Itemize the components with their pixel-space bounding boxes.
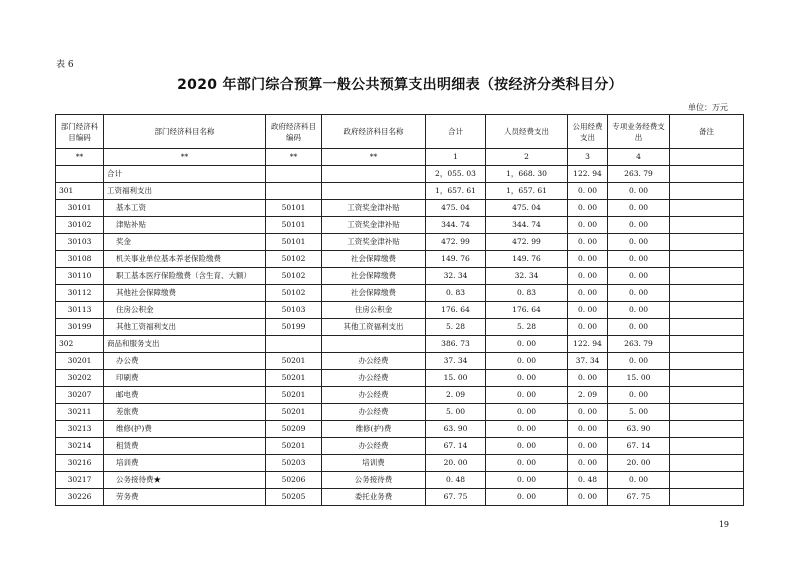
remark-cell	[670, 302, 744, 319]
total-cell: 32. 34	[426, 268, 486, 285]
total-cell: 67. 75	[426, 489, 486, 506]
public-cell: 2. 09	[568, 387, 608, 404]
unit-label: 单位：万元	[688, 103, 728, 112]
remark-cell	[670, 336, 744, 353]
public-cell: 37. 34	[568, 353, 608, 370]
personnel-cell: 0. 83	[486, 285, 568, 302]
remark-cell	[670, 421, 744, 438]
public-cell: 0. 00	[568, 285, 608, 302]
column-header: 专项业务经费支出	[608, 115, 670, 149]
public-cell: 0. 00	[568, 319, 608, 336]
gov-name-cell: 公务接待费	[322, 472, 426, 489]
special-cell: 63. 90	[608, 421, 670, 438]
personnel-cell: 0. 00	[486, 353, 568, 370]
column-header: 政府经济科目名称	[322, 115, 426, 149]
remark-cell	[670, 319, 744, 336]
gov-name-cell: 社会保障缴费	[322, 285, 426, 302]
gov-code-cell: 50201	[266, 387, 322, 404]
dept-code-cell: 302	[56, 336, 104, 353]
dept-name-cell: 商品和服务支出	[104, 336, 266, 353]
dept-code-cell: 301	[56, 183, 104, 200]
remark-cell	[670, 370, 744, 387]
public-cell: 0. 00	[568, 370, 608, 387]
table-row	[56, 353, 744, 370]
remark-cell	[670, 489, 744, 506]
table-row	[56, 404, 744, 421]
dept-name-cell: 其他社会保障缴费	[104, 285, 266, 302]
special-cell: 263. 79	[608, 336, 670, 353]
dept-name-cell: 津贴补贴	[104, 217, 266, 234]
table-row	[56, 336, 744, 353]
personnel-cell: 0. 00	[486, 370, 568, 387]
column-index-cell: 1	[426, 149, 486, 166]
public-cell: 0. 00	[568, 234, 608, 251]
total-cell: 386. 73	[426, 336, 486, 353]
gov-name-cell: 办公经费	[322, 387, 426, 404]
public-cell: 0. 00	[568, 421, 608, 438]
public-cell: 122. 94	[568, 166, 608, 183]
public-cell: 122. 94	[568, 336, 608, 353]
gov-name-cell: 培训费	[322, 455, 426, 472]
table-number: 表 6	[56, 60, 74, 70]
remark-cell	[670, 217, 744, 234]
dept-code-cell: 30202	[56, 370, 104, 387]
total-cell: 475. 04	[426, 200, 486, 217]
special-cell: 67. 75	[608, 489, 670, 506]
personnel-cell: 0. 00	[486, 421, 568, 438]
remark-cell	[670, 200, 744, 217]
gov-code-cell: 50201	[266, 404, 322, 421]
column-index-row	[56, 149, 744, 166]
gov-code-cell	[266, 183, 322, 200]
remark-cell	[670, 455, 744, 472]
dept-code-cell: 30113	[56, 302, 104, 319]
public-cell: 0. 00	[568, 217, 608, 234]
gov-code-cell: 50201	[266, 370, 322, 387]
table-row	[56, 234, 744, 251]
dept-name-cell: 维修(护)费	[104, 421, 266, 438]
dept-code-cell: 30226	[56, 489, 104, 506]
table-row	[56, 489, 744, 506]
total-cell: 5. 00	[426, 404, 486, 421]
total-cell: 2，055. 03	[426, 166, 486, 183]
gov-code-cell: 50201	[266, 353, 322, 370]
personnel-cell: 32. 34	[486, 268, 568, 285]
gov-code-cell: 50199	[266, 319, 322, 336]
special-cell: 0. 00	[608, 268, 670, 285]
dept-code-cell: 30102	[56, 217, 104, 234]
public-cell: 0. 00	[568, 268, 608, 285]
special-cell: 0. 00	[608, 251, 670, 268]
total-cell: 344. 74	[426, 217, 486, 234]
table-row	[56, 200, 744, 217]
column-index-cell: **	[104, 149, 266, 166]
personnel-cell: 0. 00	[486, 489, 568, 506]
public-cell: 0. 48	[568, 472, 608, 489]
dept-name-cell: 公务接待费★	[104, 472, 266, 489]
gov-code-cell: 50209	[266, 421, 322, 438]
column-index-cell: **	[266, 149, 322, 166]
remark-cell	[670, 268, 744, 285]
gov-name-cell: 办公经费	[322, 370, 426, 387]
special-cell: 0. 00	[608, 200, 670, 217]
special-cell: 15. 00	[608, 370, 670, 387]
table-row	[56, 268, 744, 285]
gov-name-cell	[322, 183, 426, 200]
header-row	[56, 115, 744, 149]
dept-name-cell: 劳务费	[104, 489, 266, 506]
table-row	[56, 472, 744, 489]
special-cell: 0. 00	[608, 217, 670, 234]
dept-name-cell: 办公费	[104, 353, 266, 370]
table-row	[56, 251, 744, 268]
column-index-cell: 3	[568, 149, 608, 166]
dept-name-cell: 合计	[104, 166, 266, 183]
table-row	[56, 319, 744, 336]
gov-code-cell: 50101	[266, 217, 322, 234]
gov-code-cell: 50102	[266, 285, 322, 302]
table-row	[56, 387, 744, 404]
column-index-cell: 4	[608, 149, 670, 166]
special-cell: 20. 00	[608, 455, 670, 472]
dept-code-cell: 30214	[56, 438, 104, 455]
total-cell: 1，657. 61	[426, 183, 486, 200]
personnel-cell: 149. 76	[486, 251, 568, 268]
table-row	[56, 166, 744, 183]
column-index-cell: **	[56, 149, 104, 166]
total-cell: 20. 00	[426, 455, 486, 472]
dept-code-cell: 30101	[56, 200, 104, 217]
personnel-cell: 176. 64	[486, 302, 568, 319]
remark-cell	[670, 285, 744, 302]
special-cell: 0. 00	[608, 319, 670, 336]
personnel-cell: 0. 00	[486, 387, 568, 404]
special-cell: 0. 00	[608, 472, 670, 489]
expenditure-detail-table	[55, 114, 744, 506]
total-cell: 0. 48	[426, 472, 486, 489]
page-title: 2020 年部门综合预算一般公共预算支出明细表（按经济分类科目分）	[177, 77, 623, 93]
column-header: 政府经济科目编码	[266, 115, 322, 149]
personnel-cell: 475. 04	[486, 200, 568, 217]
total-cell: 63. 90	[426, 421, 486, 438]
dept-name-cell: 工资福利支出	[104, 183, 266, 200]
personnel-cell: 344. 74	[486, 217, 568, 234]
total-cell: 37. 34	[426, 353, 486, 370]
column-header: 部门经济科目编码	[56, 115, 104, 149]
personnel-cell: 0. 00	[486, 438, 568, 455]
gov-name-cell: 社会保障缴费	[322, 268, 426, 285]
special-cell: 0. 00	[608, 387, 670, 404]
remark-cell	[670, 234, 744, 251]
personnel-cell: 5. 28	[486, 319, 568, 336]
table-row	[56, 370, 744, 387]
public-cell: 0. 00	[568, 404, 608, 421]
total-cell: 176. 64	[426, 302, 486, 319]
remark-cell	[670, 387, 744, 404]
gov-code-cell: 50101	[266, 200, 322, 217]
public-cell: 0. 00	[568, 489, 608, 506]
dept-name-cell: 机关事业单位基本养老保险缴费	[104, 251, 266, 268]
personnel-cell: 1，657. 61	[486, 183, 568, 200]
total-cell: 0. 83	[426, 285, 486, 302]
gov-name-cell: 办公经费	[322, 353, 426, 370]
dept-name-cell: 基本工资	[104, 200, 266, 217]
gov-name-cell: 社会保障缴费	[322, 251, 426, 268]
dept-name-cell: 奖金	[104, 234, 266, 251]
gov-name-cell: 住房公积金	[322, 302, 426, 319]
personnel-cell: 0. 00	[486, 336, 568, 353]
dept-code-cell: 30110	[56, 268, 104, 285]
special-cell: 263. 79	[608, 166, 670, 183]
gov-name-cell: 工资奖金津补贴	[322, 200, 426, 217]
column-header: 人员经费支出	[486, 115, 568, 149]
dept-name-cell: 租赁费	[104, 438, 266, 455]
gov-name-cell	[322, 166, 426, 183]
gov-code-cell: 50206	[266, 472, 322, 489]
column-index-cell: 2	[486, 149, 568, 166]
dept-code-cell: 30199	[56, 319, 104, 336]
remark-cell	[670, 183, 744, 200]
remark-cell	[670, 404, 744, 421]
table-row	[56, 302, 744, 319]
table-row	[56, 455, 744, 472]
gov-name-cell	[322, 336, 426, 353]
personnel-cell: 1，668. 30	[486, 166, 568, 183]
dept-code-cell: 30108	[56, 251, 104, 268]
personnel-cell: 0. 00	[486, 455, 568, 472]
table-row	[56, 183, 744, 200]
dept-code-cell: 30213	[56, 421, 104, 438]
dept-code-cell: 30103	[56, 234, 104, 251]
table-row	[56, 285, 744, 302]
personnel-cell: 0. 00	[486, 472, 568, 489]
dept-code-cell	[56, 166, 104, 183]
total-cell: 67. 14	[426, 438, 486, 455]
remark-cell	[670, 353, 744, 370]
remark-cell	[670, 438, 744, 455]
personnel-cell: 472. 99	[486, 234, 568, 251]
dept-code-cell: 30112	[56, 285, 104, 302]
remark-cell	[670, 166, 744, 183]
dept-code-cell: 30207	[56, 387, 104, 404]
column-index-cell	[670, 149, 744, 166]
gov-code-cell: 50205	[266, 489, 322, 506]
dept-code-cell: 30217	[56, 472, 104, 489]
special-cell: 0. 00	[608, 285, 670, 302]
table-row	[56, 438, 744, 455]
gov-name-cell: 工资奖金津补贴	[322, 217, 426, 234]
gov-code-cell	[266, 166, 322, 183]
column-header: 部门经济科目名称	[104, 115, 266, 149]
dept-name-cell: 其他工资福利支出	[104, 319, 266, 336]
public-cell: 0. 00	[568, 302, 608, 319]
column-index-cell: **	[322, 149, 426, 166]
table-row	[56, 421, 744, 438]
dept-name-cell: 住房公积金	[104, 302, 266, 319]
gov-name-cell: 委托业务费	[322, 489, 426, 506]
public-cell: 0. 00	[568, 455, 608, 472]
dept-code-cell: 30211	[56, 404, 104, 421]
remark-cell	[670, 251, 744, 268]
public-cell: 0. 00	[568, 438, 608, 455]
gov-name-cell: 工资奖金津补贴	[322, 234, 426, 251]
special-cell: 0. 00	[608, 234, 670, 251]
total-cell: 472. 99	[426, 234, 486, 251]
page-number: 19	[718, 520, 729, 529]
dept-name-cell: 差旅费	[104, 404, 266, 421]
dept-code-cell: 30201	[56, 353, 104, 370]
public-cell: 0. 00	[568, 183, 608, 200]
personnel-cell: 0. 00	[486, 404, 568, 421]
dept-name-cell: 邮电费	[104, 387, 266, 404]
special-cell: 67. 14	[608, 438, 670, 455]
table-body	[56, 149, 744, 506]
gov-code-cell: 50201	[266, 438, 322, 455]
gov-code-cell	[266, 336, 322, 353]
gov-code-cell: 50203	[266, 455, 322, 472]
gov-name-cell: 维修(护)费	[322, 421, 426, 438]
public-cell: 0. 00	[568, 200, 608, 217]
dept-name-cell: 培训费	[104, 455, 266, 472]
special-cell: 0. 00	[608, 183, 670, 200]
remark-cell	[670, 472, 744, 489]
table-row	[56, 217, 744, 234]
dept-code-cell: 30216	[56, 455, 104, 472]
column-header: 备注	[670, 115, 744, 149]
dept-name-cell: 印刷费	[104, 370, 266, 387]
gov-code-cell: 50103	[266, 302, 322, 319]
gov-code-cell: 50102	[266, 268, 322, 285]
column-header: 合计	[426, 115, 486, 149]
dept-name-cell: 职工基本医疗保险缴费（含生育、大额）	[104, 268, 266, 285]
special-cell: 5. 00	[608, 404, 670, 421]
total-cell: 5. 28	[426, 319, 486, 336]
total-cell: 15. 00	[426, 370, 486, 387]
special-cell: 0. 00	[608, 302, 670, 319]
total-cell: 149. 76	[426, 251, 486, 268]
gov-code-cell: 50101	[266, 234, 322, 251]
gov-code-cell: 50102	[266, 251, 322, 268]
special-cell: 0. 00	[608, 353, 670, 370]
gov-name-cell: 办公经费	[322, 404, 426, 421]
public-cell: 0. 00	[568, 251, 608, 268]
column-header: 公用经费支出	[568, 115, 608, 149]
gov-name-cell: 其他工资福利支出	[322, 319, 426, 336]
gov-name-cell: 办公经费	[322, 438, 426, 455]
total-cell: 2. 09	[426, 387, 486, 404]
